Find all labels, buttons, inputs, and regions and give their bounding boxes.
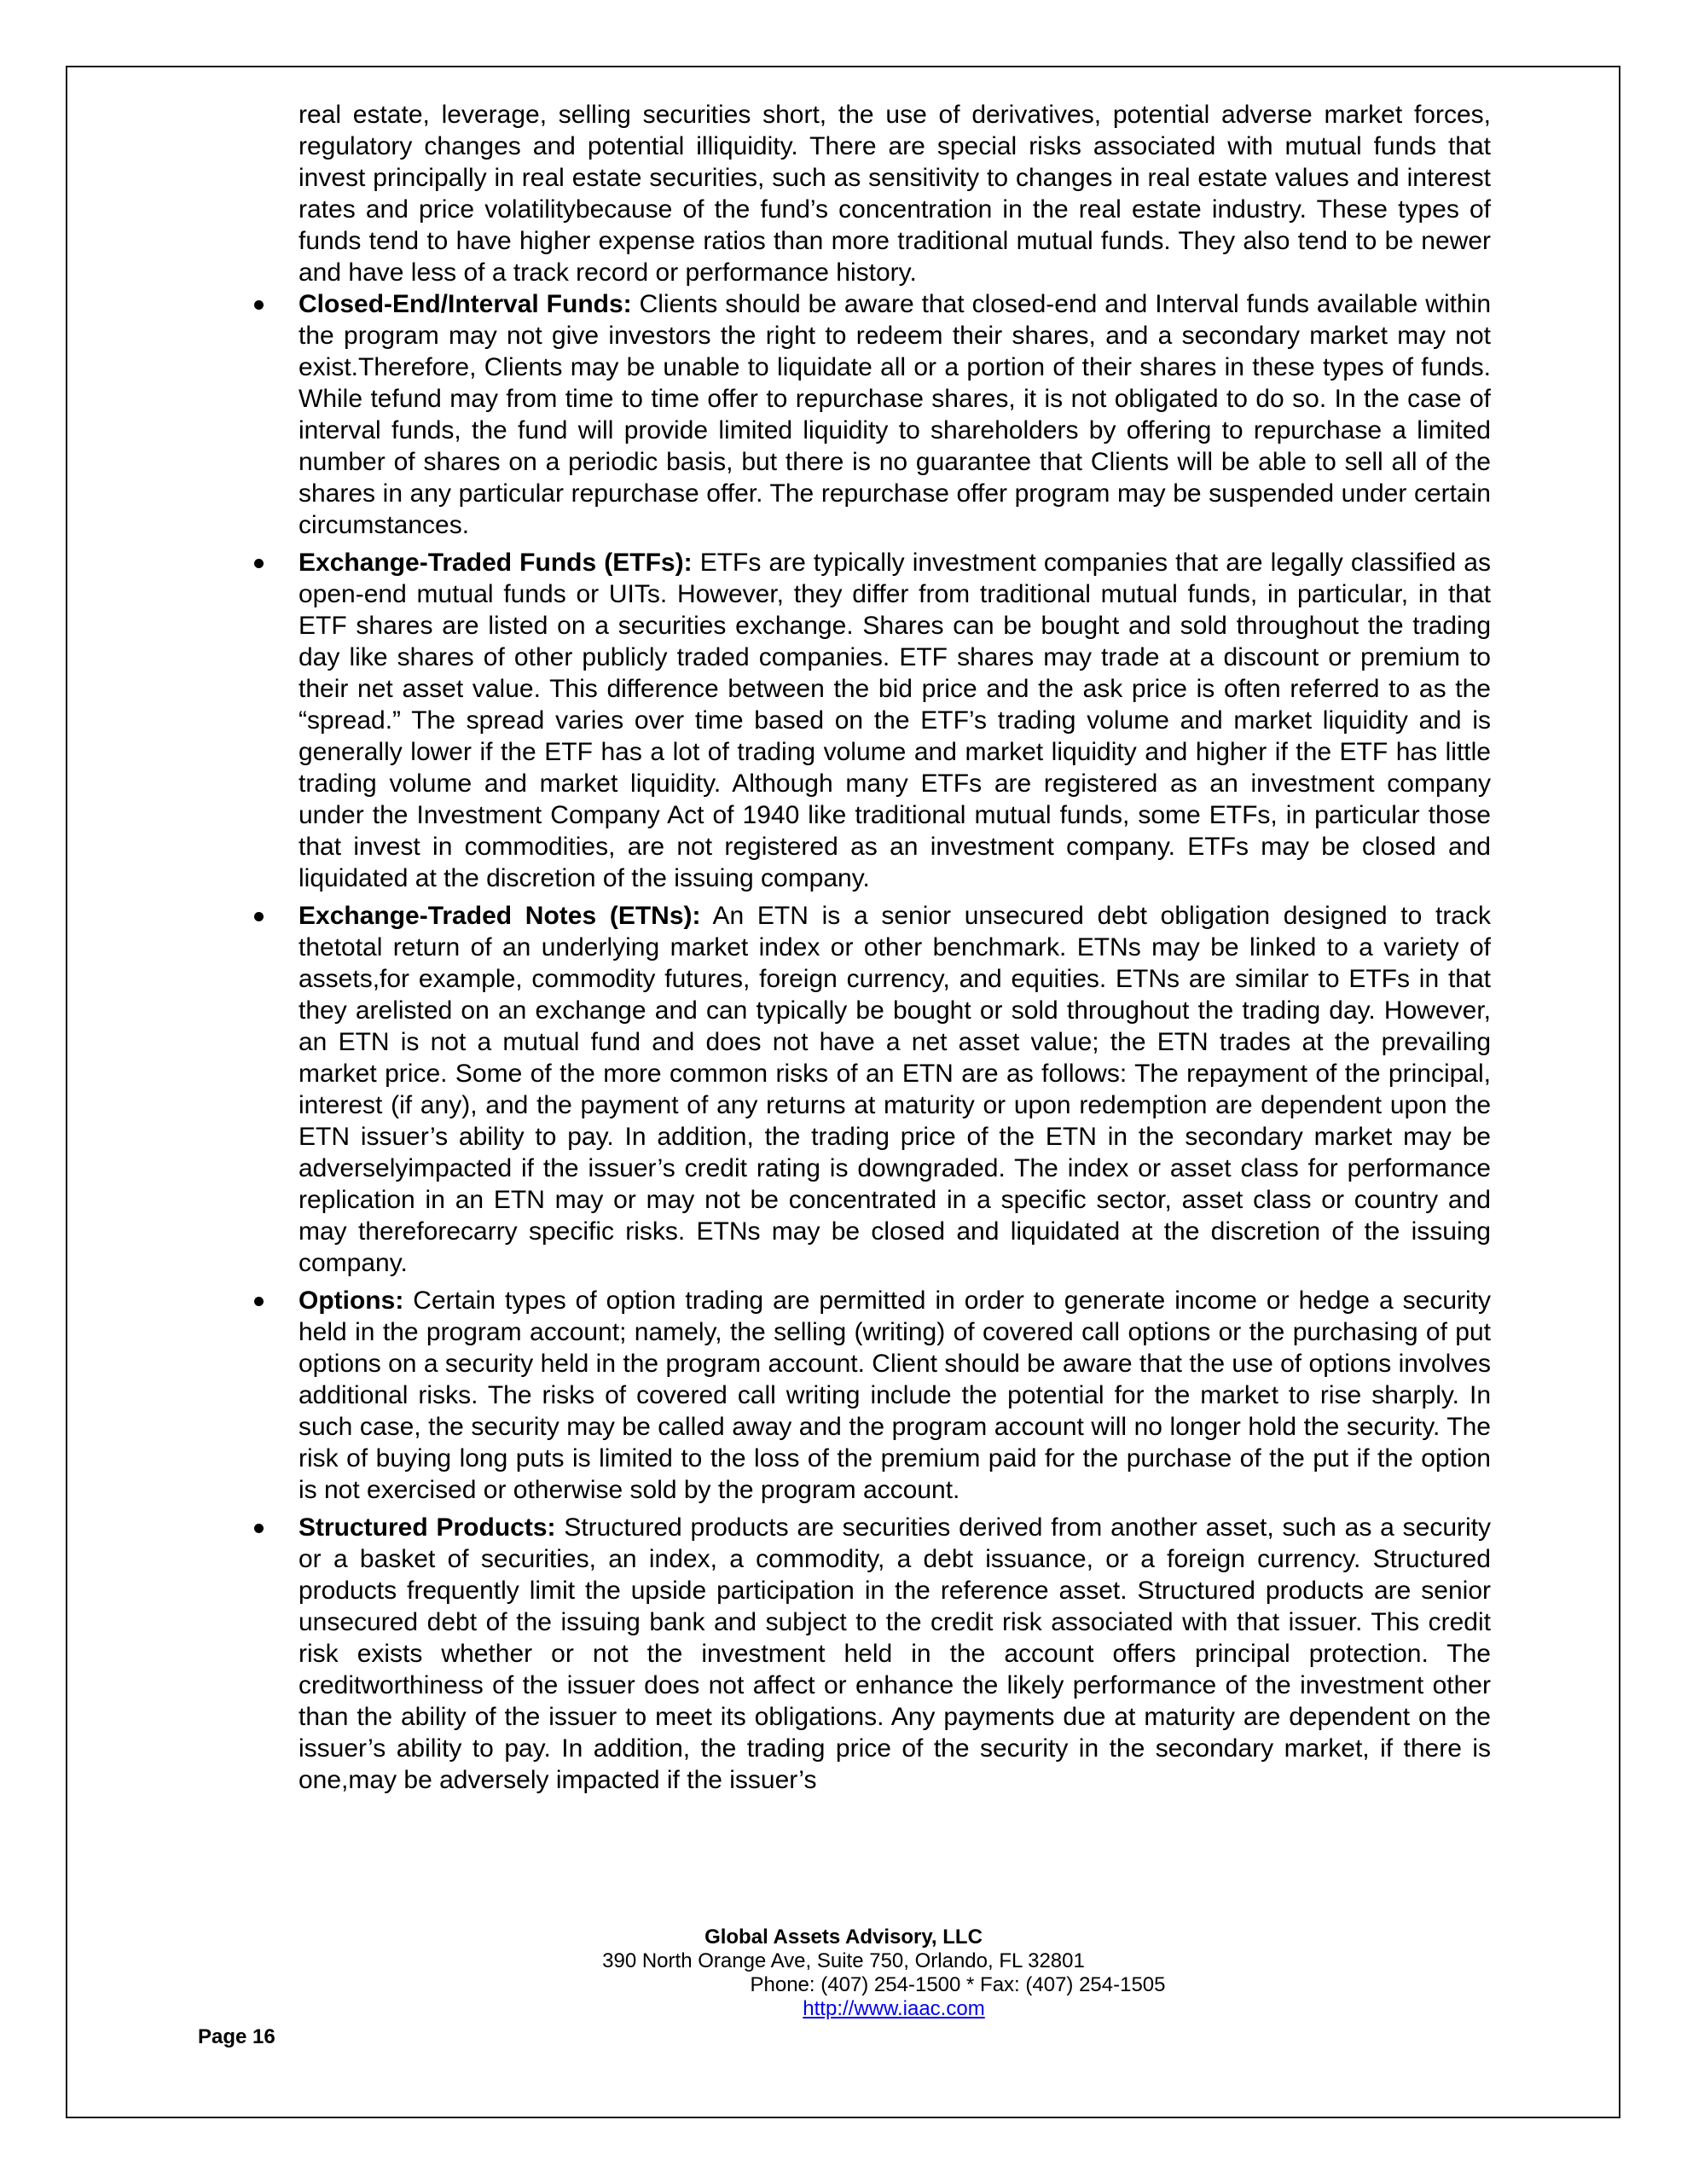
term-description: Certain types of option trading are permitted in order to generate income or hedge a security held in the program account; namely, the selling (writing) of covered call options or the purchasing of put options on a security held in the program account. Client should be aware that the use of options involves additional risks. The risks of covered call writing include the potential for the market to rise sharply. In such case, the security may be called away and the program account will no longer hold the security. The risk of buying long puts is limited to the loss of the premium paid for the purchase of the put if the option is not exercised or otherwise sold by the program account. [299, 1287, 1491, 1504]
document-body [299, 99, 1491, 1802]
bullet-icon [254, 300, 264, 310]
footer-website [0, 1996, 1687, 2022]
bullet-icon [254, 1297, 264, 1306]
website-link[interactable]: http://www.iaac.com [803, 1997, 985, 2020]
term-label: Options: [299, 1287, 404, 1315]
term-label: Exchange-Traded Funds (ETFs): [299, 549, 693, 577]
term-label: Closed-End/Interval Funds: [299, 290, 632, 318]
term-description: ETFs are typically investment companies that are legally classified as open-end mutual funds or UITs. However, they differ from traditional mutual funds, in particular, in that ETF shares are listed on a securities exchange. Shares can be bought and sold throughout the trading day like shares of other publicly traded companies. ETF shares may trade at a discount or premium to their net asset value. This difference between the bid price and the ask price is often referred to as the “spread.” The spread varies over time based on the ETF’s trading volume and market liquidity and is generally lower if the ETF has a lot of trading volume and market liquidity and higher if the ETF has little trading volume and market liquidity. Although many ETFs are registered as an investment company under the Investment Company Act of 1940 like traditional mutual funds, some ETFs, in particular those that invest in commodities, are not registered as an investment company. ETFs may be closed and liquidated at the discretion of the issuing company. [299, 549, 1491, 892]
term-description: Structured products are securities derived from another asset, such as a security or a basket of securities, an index, a commodity, a debt issuance, or a foreign currency. Structured products frequently limit the upside participation in the reference asset. Structured products are senior unsecured debt of the issuing bank and subject to the credit risk associated with that issuer. This credit risk exists whether or not the investment held in the account offers principal protection. The creditworthiness of the issuer does not affect or enhance the likely performance of the investment other than the ability of the issuer to meet its obligations. Any payments due at maturity are dependent on the issuer’s ability to pay. In addition, the trading price of the security in the secondary market, if there is one,may be adversely impacted if the issuer’s [299, 1513, 1492, 1794]
footer-address: 390 North Orange Ave, Suite 750, Orlando, FL 32801 [602, 1949, 1085, 1972]
risk-list [299, 288, 1491, 1796]
intro-paragraph: real estate, leverage, selling securities short, the use of derivatives, potential adverse market forces, regulatory changes and potential illiquidity. There are special risks associated with mutual funds that invest principally in real estate securities, such as sensitivity to changes in real estate values and interest rates and price volatilitybecause of the fund’s concentration in the real estate industry. These types of funds tend to have higher expense ratios than more traditional mutual funds. They also tend to be newer and have less of a track record or performance history. [299, 101, 1491, 287]
bullet-icon [254, 912, 264, 921]
list-item-etfs [299, 547, 1491, 894]
list-item-etns [299, 900, 1491, 1279]
footer-company-name: Global Assets Advisory, LLC [704, 1926, 983, 1949]
bullet-icon [254, 1524, 264, 1533]
list-item-options [299, 1285, 1491, 1506]
term-label: Structured Products: [299, 1513, 556, 1542]
term-label: Exchange-Traded Notes (ETNs): [299, 902, 701, 930]
bullet-icon [254, 559, 264, 568]
term-description: Clients should be aware that closed-end and Interval funds available within the program may not give investors the right to redeem their shares, and a secondary market may not exist.Therefore, Clients may be unable to liquidate all or a portion of their shares in these types of funds. While tefund may from time to time offer to repurchase shares, it is not obligated to do so. In the case of interval funds, the fund will provide limited liquidity to shareholders by offering to repurchase a limited number of shares on a periodic basis, but there is no guarantee that Clients will be able to sell all of the shares in any particular repurchase offer. The repurchase offer program may be suspended under certain circumstances. [299, 290, 1491, 539]
list-item-structured-products [299, 1512, 1491, 1796]
footer-phone-fax: Phone: (407) 254-1500 * Fax: (407) 254-1505 [750, 1973, 1166, 1996]
term-description: An ETN is a senior unsecured debt obligation designed to track thetotal return of an underlying market index or other benchmark. ETNs may be linked to a variety of assets,for example, commodity futures, foreign currency, and equities. ETNs are similar to ETFs in that they arelisted on an exchange and can typically be bought or sold throughout the trading day. However, an ETN is not a mutual fund and does not have a net asset value; the ETN trades at the prevailing market price. Some of the more common risks of an ETN are as follows: The repayment of the principal, interest (if any), and the payment of any returns at maturity or upon redemption are dependent upon the ETN issuer’s ability to pay. In addition, the trading price of the ETN in the secondary market may be adverselyimpacted if the issuer’s credit rating is downgraded. The index or asset class for performance replication in an ETN may or may not be concentrated in a specific sector, asset class or country and may thereforecarry specific risks. ETNs may be closed and liquidated at the discretion of the issuing company. [299, 902, 1491, 1277]
page-number: Page 16 [198, 2025, 275, 2048]
list-item-closed-end-funds [299, 288, 1491, 541]
